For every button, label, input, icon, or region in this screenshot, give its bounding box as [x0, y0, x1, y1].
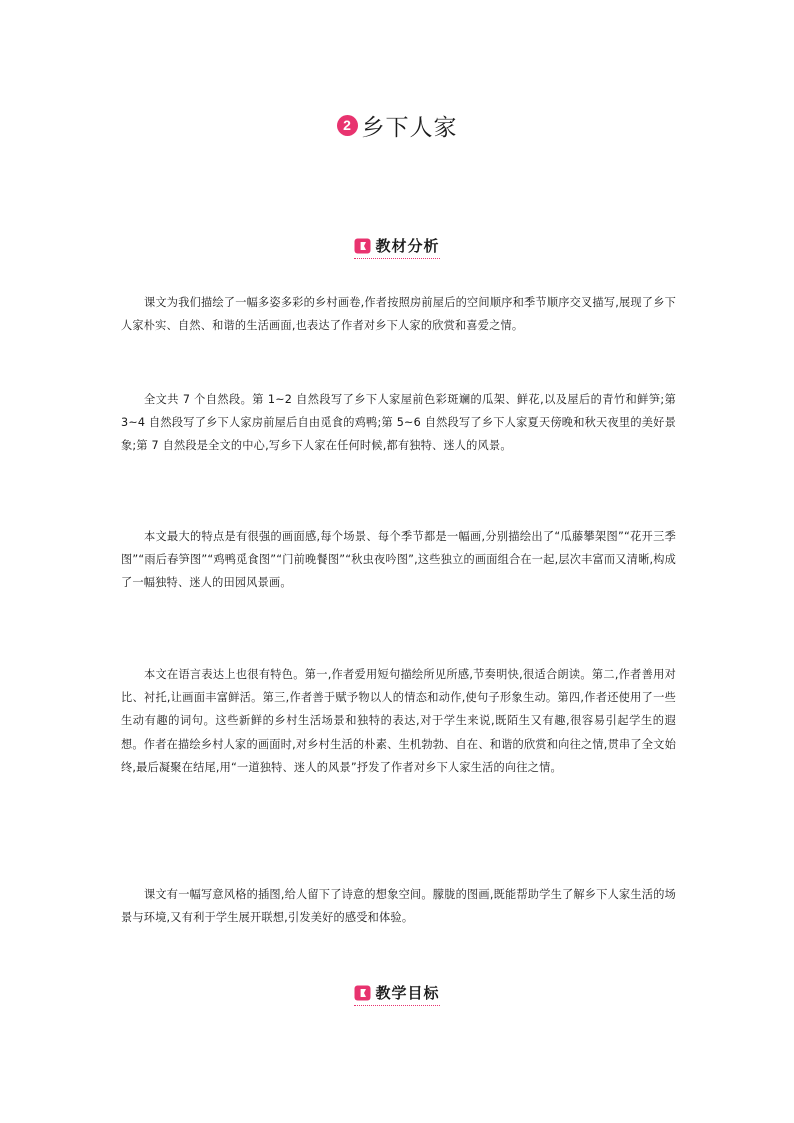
- section-title: 教学目标: [375, 984, 440, 1002]
- bookmark-tag-icon: [354, 985, 371, 1001]
- lesson-number-badge: 2: [337, 115, 358, 136]
- paragraph: 本文在语言表达上也很有特色。第一,作者爱用短句描绘所见所感,节奏明快,很适合朗读。第二,作者善用对比、衬托,让画面丰富鲜活。第三,作者善于赋予物以人的情态和动作,使句子形象生动。第四,作者还使用了一些生动有趣的词句。这些新鲜的乡村生活场景和独特的表达,对于学生来说,既陌生又有趣,很容易引起学生的遐想。作者在描绘乡村人家的画面时,对乡村生活的朴素、生机勃勃、自在、和谐的欣赏和向往之情,贯串了全文始终,最后凝聚在结尾,用“一道独特、迷人的风景”抒发了作者对乡下人家生活的向往之情。: [121, 668, 676, 774]
- bookmark-tag-icon: [354, 238, 371, 254]
- paragraph: 本文最大的特点是有很强的画面感,每个场景、每个季节都是一幅画,分别描绘出了“瓜藤攀架图”“花开三季图”“雨后春笋图”“鸡鸭觅食图”“门前晚餐图”“秋虫夜吟图”,这些独立的画面组合在一起,层次丰富而又清晰,构成了一幅独特、迷人的田园风景画。: [121, 530, 676, 590]
- section-heading-goals: [0, 982, 794, 1006]
- section-heading-analysis: [0, 235, 794, 259]
- section-title: 教材分析: [375, 237, 440, 255]
- lesson-title: 乡下人家: [361, 114, 458, 141]
- paragraph: 课文为我们描绘了一幅多姿多彩的乡村画卷,作者按照房前屋后的空间顺序和季节顺序交叉描写,展现了乡下人家朴实、自然、和谐的生活画面,也表达了作者对乡下人家的欣赏和喜爱之情。: [121, 296, 676, 333]
- paragraph: 课文有一幅写意风格的插图,给人留下了诗意的想象空间。朦胧的图画,既能帮助学生了解乡下人家生活的场景与环境,又有利于学生展开联想,引发美好的感受和体验。: [121, 888, 676, 925]
- lesson-title-row: [0, 108, 794, 142]
- paragraph: 全文共 7 个自然段。第 1~2 自然段写了乡下人家屋前色彩斑斓的瓜架、鲜花,以及屋后的青竹和鲜笋;第 3~4 自然段写了乡下人家房前屋后自由觅食的鸡鸭;第 5~6 自然段写了乡下人家夏天傍晚和秋天夜里的美好景象;第 7 自然段是全文的中心,写乡下人家在任何时候,都有独特、迷人的风景。: [121, 393, 676, 453]
